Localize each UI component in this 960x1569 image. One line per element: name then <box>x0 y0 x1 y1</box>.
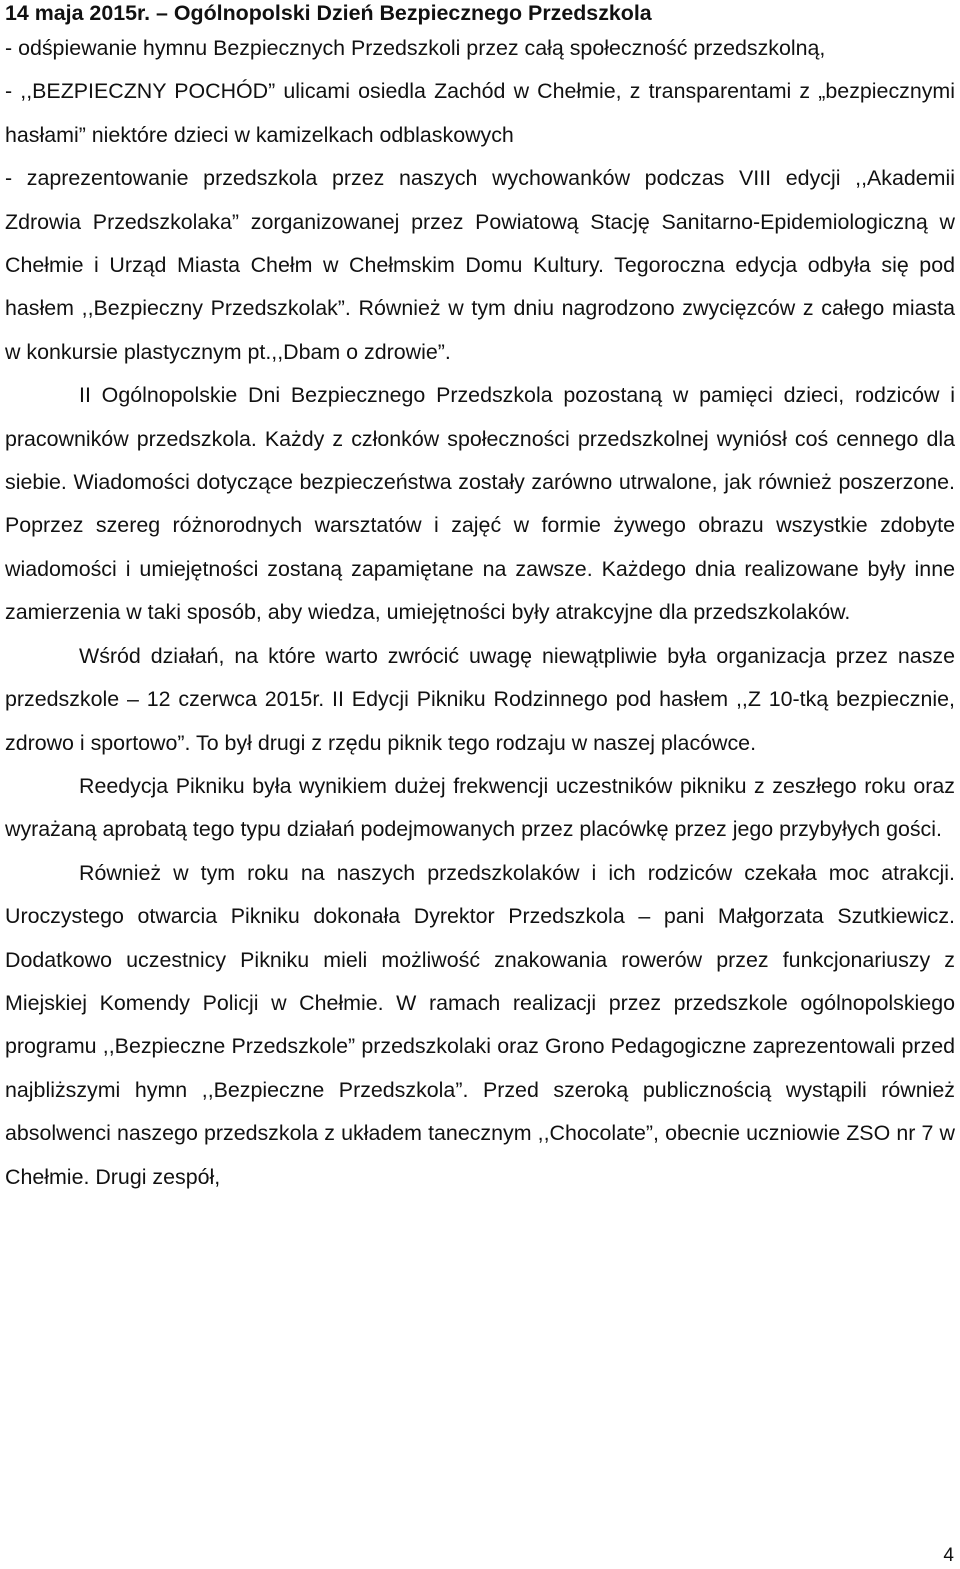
section-heading <box>5 0 955 27</box>
body-paragraph: II Ogólnopolskie Dni Bezpiecznego Przedszkola pozostaną w pamięci dzieci, rodziców i pracowników przedszkola. Każdy z członków społeczności przedszkolnej wyniósł coś cennego dla siebie. Wiadomości dotyczące bezpieczeństwa zostały zarówno utrwalone, jak również poszerzone. Poprzez szereg różnorodnych warsztatów i zajęć w formie żywego obrazu wszystkie zdobyte wiadomości i umiejętności zostaną zapamiętane na zawsze. Każdego dnia realizowane były inne zamierzenia w taki sposób, aby wiedza, umiejętności były atrakcyjne dla przedszkolaków. <box>5 383 955 625</box>
body-paragraph: Wśród działań, na które warto zwrócić uwagę niewątpliwie była organizacja przez nasze przedszkole – 12 czerwca 2015r. II Edycji Pikniku Rodzinnego pod hasłem ,,Z 10-tką bezpiecznie, zdrowo i sportowo”. To był drugi z rzędu piknik tego rodzaju w naszej placówce. <box>5 643 955 755</box>
heading-event: – Ogólnopolski Dzień Bezpiecznego Przedszkola <box>150 1 652 25</box>
document-page <box>5 0 955 1199</box>
page-number: 4 <box>943 1545 954 1566</box>
list-item: - zaprezentowanie przedszkola przez naszych wychowanków podczas VIII edycji ,,Akademii Zdrowia Przedszkolaka” zorganizowanej przez Powiatową Stację Sanitarno-Epidemiologiczną w Chełmie i Urząd Miasta Chełm w Chełmskim Domu Kultury. Tegoroczna edycja odbyła się pod hasłem ,,Bezpieczny Przedszkolak”. Również w tym dniu nagrodzono zwycięzców z całego miasta w konkursie plastycznym pt.,,Dbam o zdrowie”. <box>5 166 955 364</box>
list-item: - odśpiewanie hymnu Bezpiecznych Przedszkoli przez całą społeczność przedszkolną, <box>5 36 826 60</box>
body-paragraph: Również w tym roku na naszych przedszkolaków i ich rodziców czekała moc atrakcji. Uroczystego otwarcia Pikniku dokonała Dyrektor Przedszkola – pani Małgorzata Szutkiewicz. Dodatkowo uczestnicy Pikniku mieli możliwość znakowania rowerów przez funkcjonariuszy z Miejskiej Komendy Policji w Chełmie. W ramach realizacji przez przedszkole ogólnopolskiego programu ,,Bezpieczne Przedszkole” przedszkolaki oraz Grono Pedagogiczne zaprezentowali przed najbliższymi hymn ,,Bezpieczne Przedszkola”. Przed szeroką publicznością wystąpili również absolwenci naszego przedszkola z układem tanecznym ,,Chocolate”, obecnie uczniowie ZSO nr 7 w Chełmie. Drugi zespół, <box>5 860 955 1189</box>
list-item: - ,,BEZPIECZNY POCHÓD” ulicami osiedla Zachód w Chełmie, z transparentami z „bezpiecznymi hasłami” niektóre dzieci w kamizelkach odblaskowych <box>5 79 955 147</box>
body-paragraph: Reedycja Pikniku była wynikiem dużej frekwencji uczestników pikniku z zeszłego roku oraz wyrażaną aprobatą tego typu działań podejmowanych przez placówkę przez jego przybyłych gości. <box>5 773 955 842</box>
heading-date: 14 maja 2015r. <box>5 1 151 25</box>
